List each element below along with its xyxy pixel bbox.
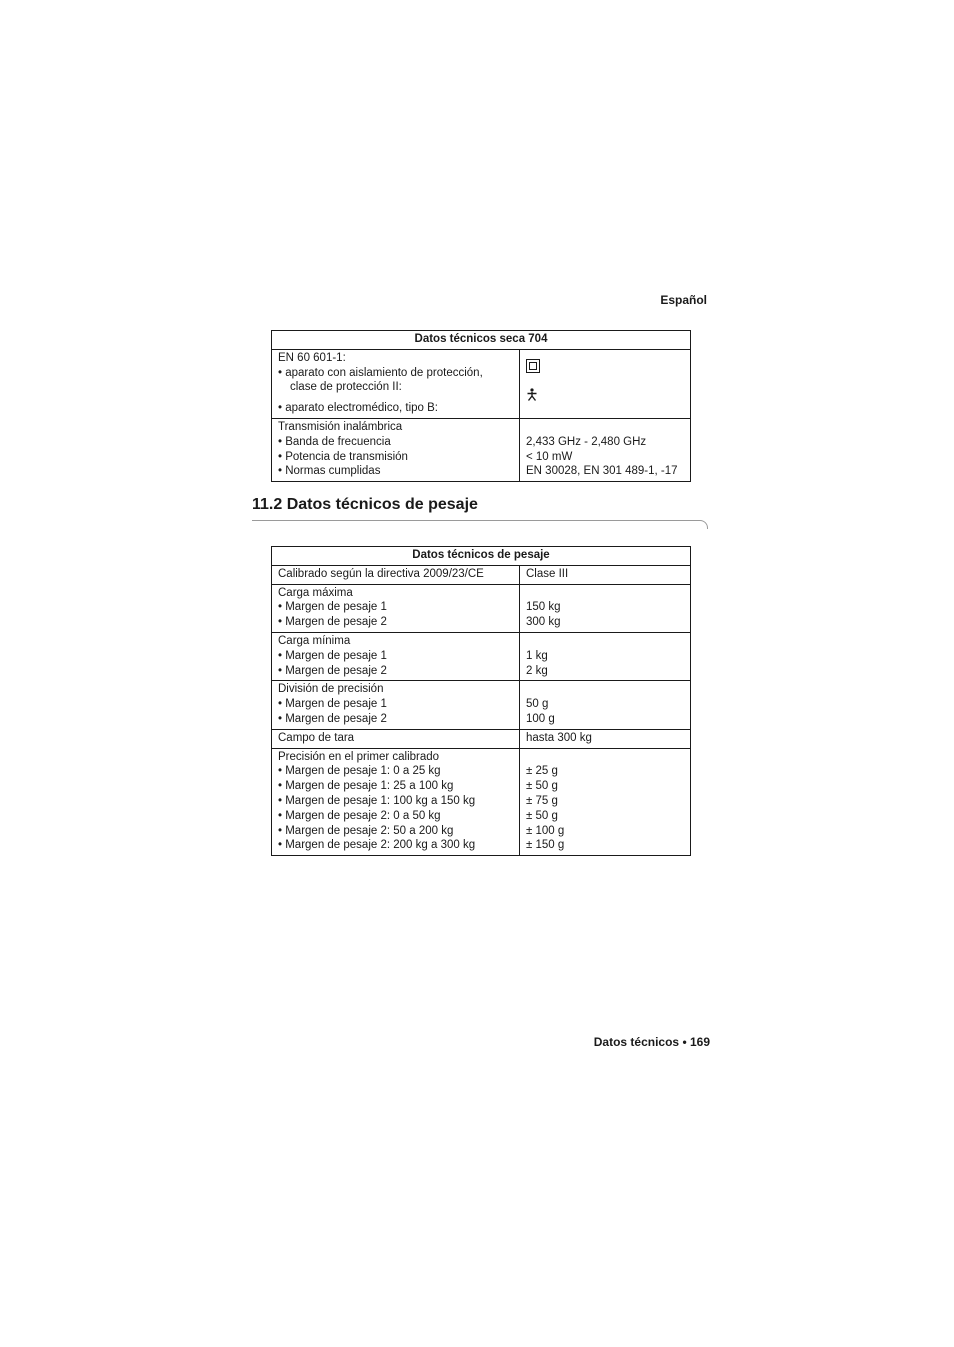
value: 2 kg — [526, 664, 548, 677]
list-item: • Margen de pesaje 2 — [278, 712, 387, 725]
list-item: • Margen de pesaje 1: 0 a 25 kg — [278, 765, 441, 778]
list-item: • Margen de pesaje 2: 200 kg a 300 kg — [278, 839, 476, 852]
list-item: • aparato electromédico, tipo B: — [278, 402, 439, 415]
table-cell — [520, 349, 691, 418]
value: ± 150 g — [526, 839, 565, 852]
list-item: • aparato con aislamiento de protección, — [278, 366, 483, 379]
list-item: • Potencia de transmisión — [278, 450, 408, 463]
value: EN 30028, EN 301 489-1, -17 — [526, 465, 678, 478]
list-item: • Banda de frecuencia — [278, 435, 391, 448]
value: ± 100 g — [526, 824, 565, 837]
value: 100 g — [526, 712, 555, 725]
table-cell — [520, 748, 691, 856]
seca-704-specs-table — [271, 330, 691, 482]
value: 150 kg — [526, 601, 561, 614]
row-heading: Precisión en el primer calibrado — [278, 750, 440, 763]
language-label: Español — [660, 293, 707, 307]
section-number: 11.2 — [252, 496, 283, 513]
table-cell — [272, 349, 520, 418]
value: ± 25 g — [526, 765, 558, 778]
value: < 10 mW — [526, 450, 573, 463]
table-cell — [272, 584, 520, 632]
value: ± 75 g — [526, 794, 558, 807]
list-item: • Margen de pesaje 1: 100 kg a 150 kg — [278, 794, 476, 807]
value: ± 50 g — [526, 809, 558, 822]
page-footer: Datos técnicos • 169 — [593, 1035, 710, 1049]
table-row — [272, 349, 691, 418]
table-cell — [520, 681, 691, 729]
table-cell: hasta 300 kg — [520, 729, 691, 748]
section-title: Datos técnicos de pesaje — [286, 496, 478, 513]
row-heading: División de precisión — [278, 683, 384, 696]
table-row — [272, 565, 691, 584]
table-cell — [520, 418, 691, 481]
list-item: • Margen de pesaje 1 — [278, 698, 387, 711]
table-cell: Campo de tara — [272, 729, 520, 748]
table-title: Datos técnicos seca 704 — [272, 331, 691, 350]
table-header-row — [272, 547, 691, 566]
section-heading — [252, 496, 478, 514]
value: 300 kg — [526, 616, 561, 629]
type-b-applied-part-icon — [526, 388, 538, 406]
table-row — [272, 632, 691, 680]
row-heading: Transmisión inalámbrica — [278, 420, 403, 433]
row-heading: EN 60 601-1: — [278, 351, 346, 364]
table-row — [272, 681, 691, 729]
table-cell — [272, 418, 520, 481]
table-title: Datos técnicos de pesaje — [272, 547, 691, 566]
list-item: • Normas cumplidas — [278, 465, 381, 478]
list-item: • Margen de pesaje 1 — [278, 601, 387, 614]
section-divider — [252, 520, 708, 529]
double-insulation-icon — [526, 359, 540, 373]
value: 1 kg — [526, 649, 548, 662]
list-item: • Margen de pesaje 1 — [278, 649, 387, 662]
row-heading: Carga máxima — [278, 586, 353, 599]
value: ± 50 g — [526, 780, 558, 793]
table-cell — [272, 681, 520, 729]
list-item: • Margen de pesaje 2 — [278, 664, 387, 677]
value: 2,433 GHz - 2,480 GHz — [526, 435, 647, 448]
table-row — [272, 748, 691, 856]
table-cell — [272, 632, 520, 680]
table-cell: Clase III — [520, 565, 691, 584]
weighing-specs-table — [271, 546, 691, 856]
list-item-continuation: clase de protección II: — [290, 381, 402, 394]
table-row — [272, 729, 691, 748]
list-item: • Margen de pesaje 1: 25 a 100 kg — [278, 780, 454, 793]
table-cell — [272, 748, 520, 856]
table-cell — [520, 584, 691, 632]
list-item: • Margen de pesaje 2 — [278, 616, 387, 629]
list-item: • Margen de pesaje 2: 0 a 50 kg — [278, 809, 441, 822]
row-heading: Carga mínima — [278, 634, 351, 647]
value: 50 g — [526, 698, 549, 711]
table-row — [272, 584, 691, 632]
table-cell: Calibrado según la directiva 2009/23/CE — [272, 565, 520, 584]
table-cell — [520, 632, 691, 680]
table-row — [272, 418, 691, 481]
list-item: • Margen de pesaje 2: 50 a 200 kg — [278, 824, 454, 837]
table-header-row — [272, 331, 691, 350]
